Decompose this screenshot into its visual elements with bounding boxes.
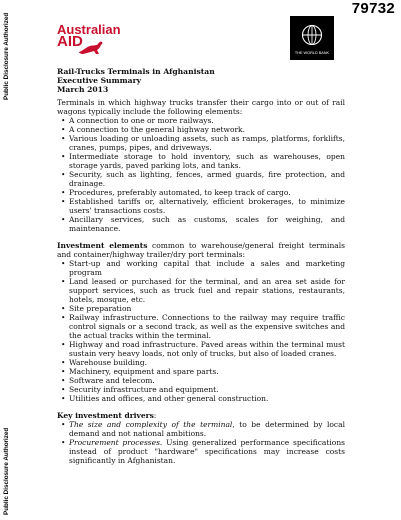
list-item: • Ancillary services, such as customs, scales for weighing, and maintenance. xyxy=(69,215,345,233)
side-disclosure-label-bottom xyxy=(0,200,14,515)
drivers-heading-line xyxy=(57,411,345,420)
list-item: • Security, such as lighting, fences, armed guards, fire protection, and drainage. xyxy=(69,170,345,188)
document-title: Rail-Trucks Terminals in Afghanistan xyxy=(57,67,215,76)
list-item: • Site preparation xyxy=(69,304,345,313)
document-subtitle: Executive Summary xyxy=(57,76,141,85)
list-item: • Various loading or unloading assets, such as ramps, platforms, forklifts, cranes, pumps, pipes, and driveways. xyxy=(69,134,345,152)
list-item: • A connection to the general highway network. xyxy=(69,125,345,134)
list-item xyxy=(69,438,345,465)
investment-list xyxy=(57,259,345,403)
investment-text: common to warehouse/general freight terminals and container/highway trailer/dry port terminals: xyxy=(57,241,345,259)
driver-lead: Procurement processes. xyxy=(69,438,163,447)
list-item xyxy=(69,420,345,438)
list-item: • A connection to one or more railways. xyxy=(69,116,345,125)
disclosure-text: Public Disclosure Authorized xyxy=(3,427,10,515)
document-date: March 2013 xyxy=(57,85,109,94)
intro-list xyxy=(57,116,345,233)
list-item: • Warehouse building. xyxy=(69,358,345,367)
intro-paragraph: Terminals in which highway trucks transfer their cargo into or out of rail wagons typically include the following elements: xyxy=(57,98,345,116)
driver-text: , to be determined by local demand and not national ambitions. xyxy=(69,420,346,438)
disclosure-text: Public Disclosure Authorized xyxy=(3,12,10,100)
side-disclosure-label-top xyxy=(0,0,14,140)
investment-paragraph xyxy=(57,241,345,259)
list-item: • Land leased or purchased for the terminal, and an area set aside for support services, such as truck fuel and repair stations, restaurants, hotels, mosque, etc. xyxy=(69,277,345,304)
world-bank-caption: THE WORLD BANK xyxy=(294,51,330,55)
list-item: • Intermediate storage to hold inventory, such as warehouses, open storage yards, paved parking lots, and tanks. xyxy=(69,152,345,170)
document-body xyxy=(57,98,345,465)
document-header xyxy=(57,67,215,94)
driver-text: Using generalized performance specifications instead of product "hardware" specifications may increase costs significantly in Afghanistan. xyxy=(69,438,345,465)
report-number: 79732 xyxy=(351,0,395,17)
list-item: • Procedures, preferably automated, to keep track of cargo. xyxy=(69,188,345,197)
logo-line-1: Australian xyxy=(57,22,121,37)
list-item: • Machinery, equipment and spare parts. xyxy=(69,367,345,376)
world-bank-logo xyxy=(290,16,334,60)
list-item: • Highway and road infrastructure. Paved areas within the terminal must sustain very heavy loads, not only of trucks, but also of loaded cranes. xyxy=(69,340,345,358)
drivers-list xyxy=(57,420,345,465)
globe-icon xyxy=(301,24,323,46)
investment-heading: Investment elements xyxy=(57,241,148,250)
drivers-heading: Key investment drivers xyxy=(57,411,154,420)
kangaroo-icon xyxy=(77,38,107,56)
drivers-heading-suffix: : xyxy=(153,411,157,420)
list-item: • Railway infrastructure. Connections to the railway may require traffic control signals or a second track, as well as the expensive switches and the actual tracks within the terminal. xyxy=(69,313,345,340)
list-item: • Established tariffs or, alternatively, efficient brokerages, to minimize users' transactions costs. xyxy=(69,197,345,215)
driver-lead: The size and complexity of the terminal xyxy=(69,420,233,429)
logo-line-2: AID xyxy=(57,33,83,50)
list-item: • Start-up and working capital that include a sales and marketing program xyxy=(69,259,345,277)
list-item: • Utilities and offices, and other general construction. xyxy=(69,394,345,403)
list-item: • Software and telecom. xyxy=(69,376,345,385)
list-item: • Security infrastructure and equipment. xyxy=(69,385,345,394)
